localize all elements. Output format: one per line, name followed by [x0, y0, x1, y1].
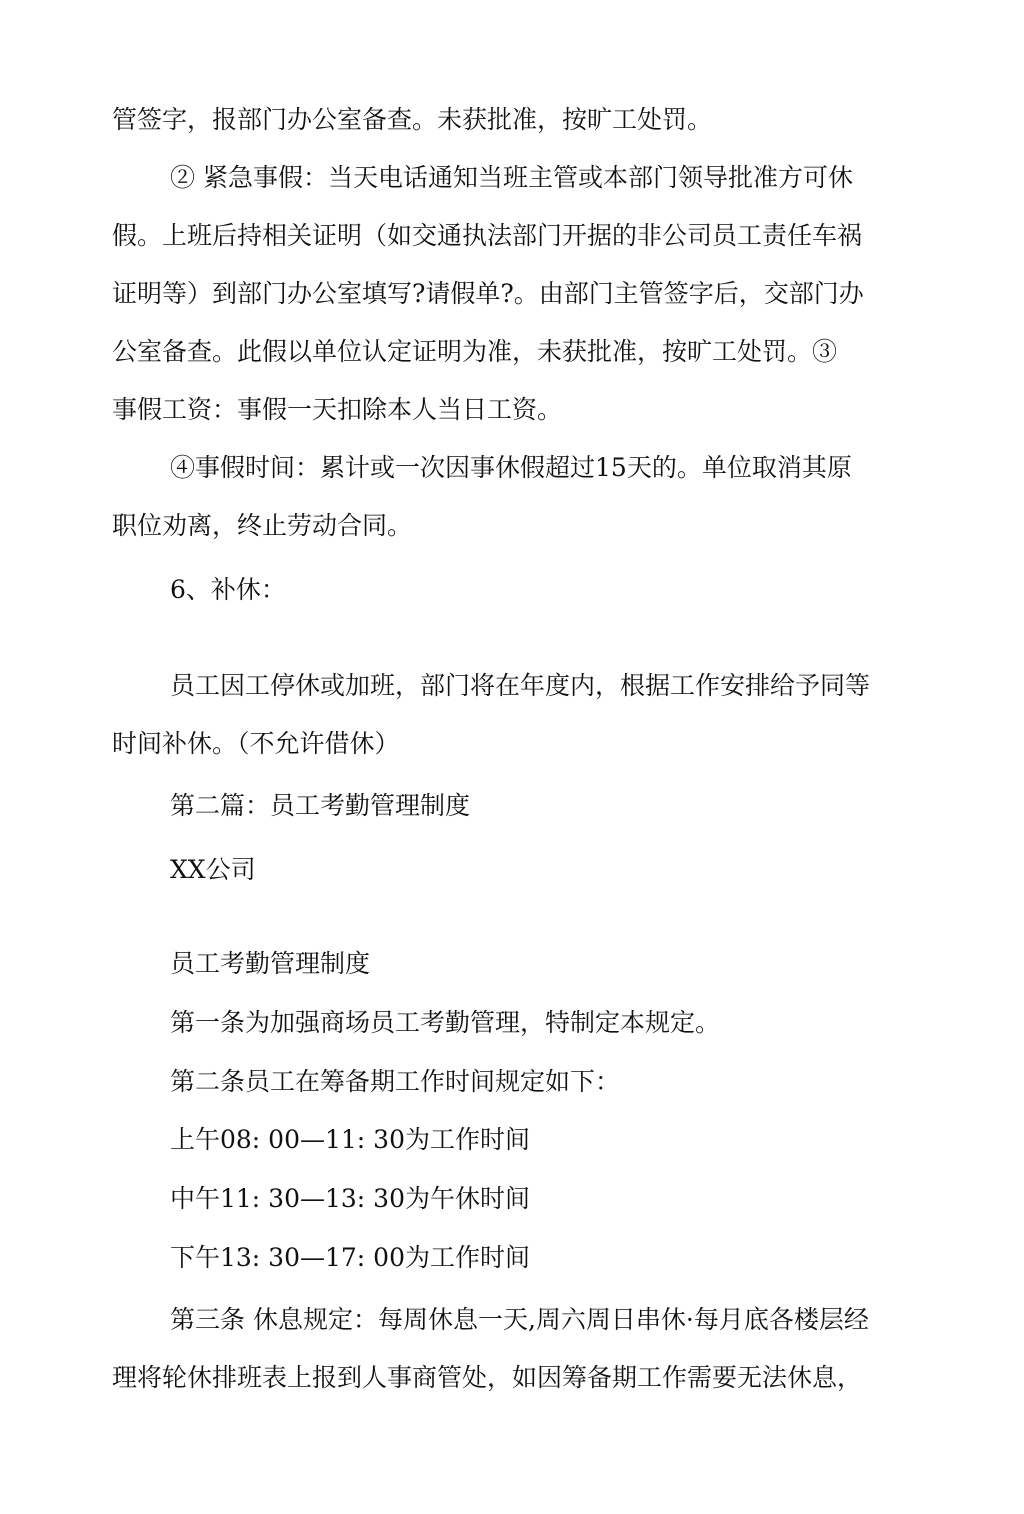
text-line-21: 理将轮休排班表上报到人事商管处，如因筹备期工作需要无法休息， — [112, 1363, 863, 1392]
text-line-2: ② 紧急事假：当天电话通知当班主管或本部门领导批准方可休 — [170, 163, 853, 192]
chapter-title: 第二篇：员工考勤管理制度 — [170, 791, 471, 820]
section-heading: 6、补休： — [170, 575, 286, 604]
schedule-afternoon: 下午13: 30—17: 00为工作时间 — [170, 1243, 530, 1272]
policy-title: 员工考勤管理制度 — [170, 949, 371, 978]
text-line-8: 职位劝离，终止劳动合同。 — [112, 511, 413, 540]
text-line-5: 公室备查。此假以单位认定证明为准，未获批准，按旷工处罚。③ — [112, 337, 838, 366]
text-line-7: ④事假时间：累计或一次因事休假超过15天的。单位取消其原 — [170, 453, 852, 482]
text-line-11: 时间补休。（不允许借休） — [112, 729, 400, 758]
text-line-3: 假。上班后持相关证明（如交通执法部门开据的非公司员工责任车祸 — [112, 221, 863, 250]
text-line-6: 事假工资：事假一天扣除本人当日工资。 — [112, 395, 563, 424]
text-line-1: 管签字，报部门办公室备查。未获批准，按旷工处罚。 — [112, 105, 713, 134]
schedule-morning: 上午08: 00—11: 30为工作时间 — [170, 1125, 530, 1154]
schedule-noon: 中午11: 30—13: 30为午休时间 — [170, 1184, 530, 1213]
article-1: 第一条为加强商场员工考勤管理，特制定本规定。 — [170, 1008, 721, 1037]
article-3: 第三条 休息规定：每周休息一天,周六周日串休·每月底各楼层经 — [170, 1305, 869, 1334]
text-line-4: 证明等）到部门办公室填写?请假单?。由部门主管签字后，交部门办 — [112, 279, 864, 308]
article-2: 第二条员工在筹备期工作时间规定如下： — [170, 1067, 621, 1096]
text-line-10: 员工因工停休或加班，部门将在年度内，根据工作安排给予同等 — [170, 671, 871, 700]
company-name: XX公司 — [170, 855, 256, 884]
